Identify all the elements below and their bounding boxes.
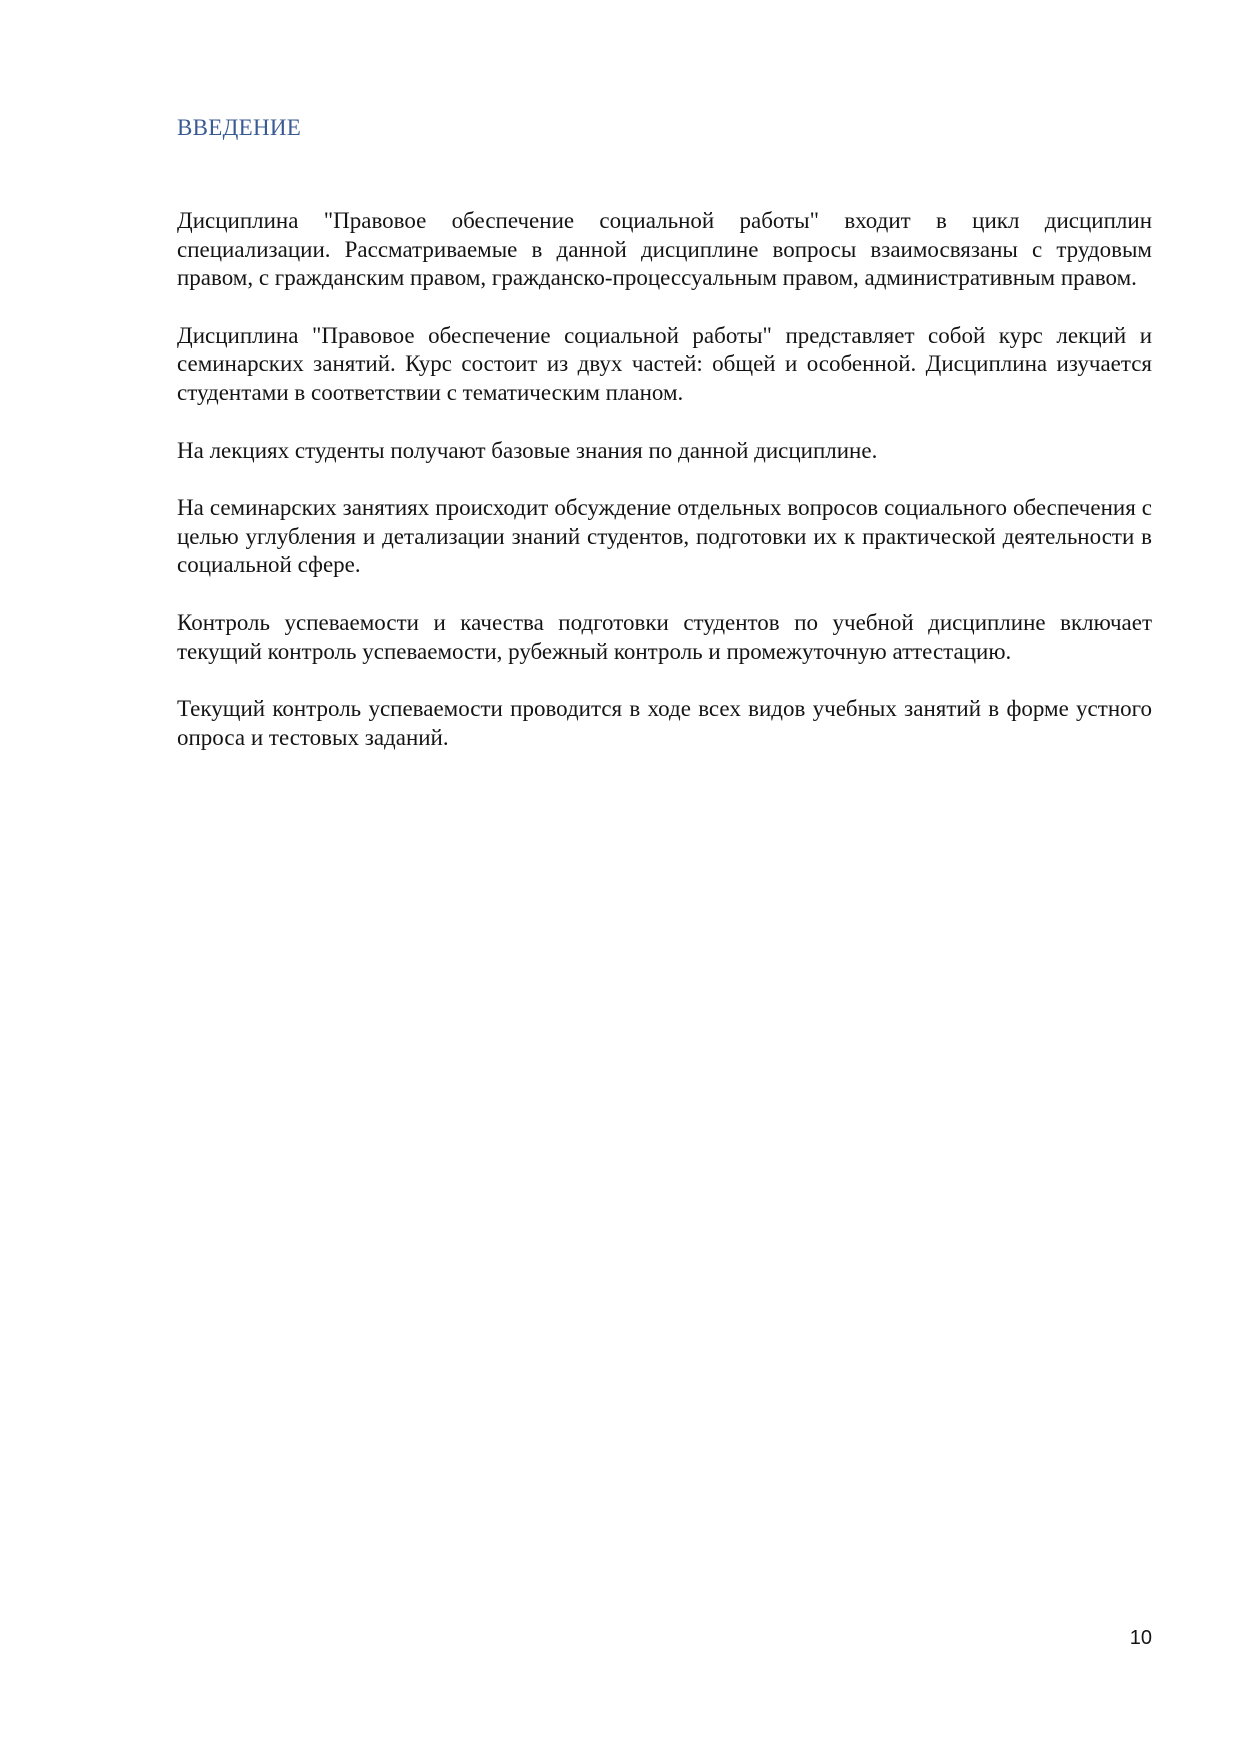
paragraph-course-structure: Дисциплина "Правовое обеспечение социальной работы" представляет собой курс лекций и семинарских занятий. Курс состоит из двух частей: общей и особенной. Дисциплина изучается студентами в соответствии с тематическим планом. (177, 322, 1152, 405)
page-number: 10 (1129, 1627, 1152, 1649)
paragraph-assessment: Контроль успеваемости и качества подготовки студентов по учебной дисциплине включает текущий контроль успеваемости, рубежный контроль и промежуточную аттестацию. (177, 609, 1152, 664)
paragraph-discipline-intro: Дисциплина "Правовое обеспечение социальной работы" входит в цикл дисциплин специализации. Рассматриваемые в данной дисциплине вопросы взаимосвязаны с трудовым правом, с гражданским правом, гражданско-процессуальным правом, административным правом. (177, 208, 1152, 291)
body-text (177, 207, 1152, 781)
paragraph-seminars: На семинарских занятиях происходит обсуждение отдельных вопросов социального обеспечения с целью углубления и детализации знаний студентов, подготовки их к практической деятельности в социальной сфере. (177, 495, 1152, 578)
section-heading: ВВЕДЕНИЕ (177, 115, 302, 140)
paragraph-lectures: На лекциях студенты получают базовые знания по данной дисциплине. (177, 437, 878, 463)
paragraph-current-control: Текущий контроль успеваемости проводится в ходе всех видов учебных занятий в форме устного опроса и тестовых заданий. (177, 696, 1152, 750)
